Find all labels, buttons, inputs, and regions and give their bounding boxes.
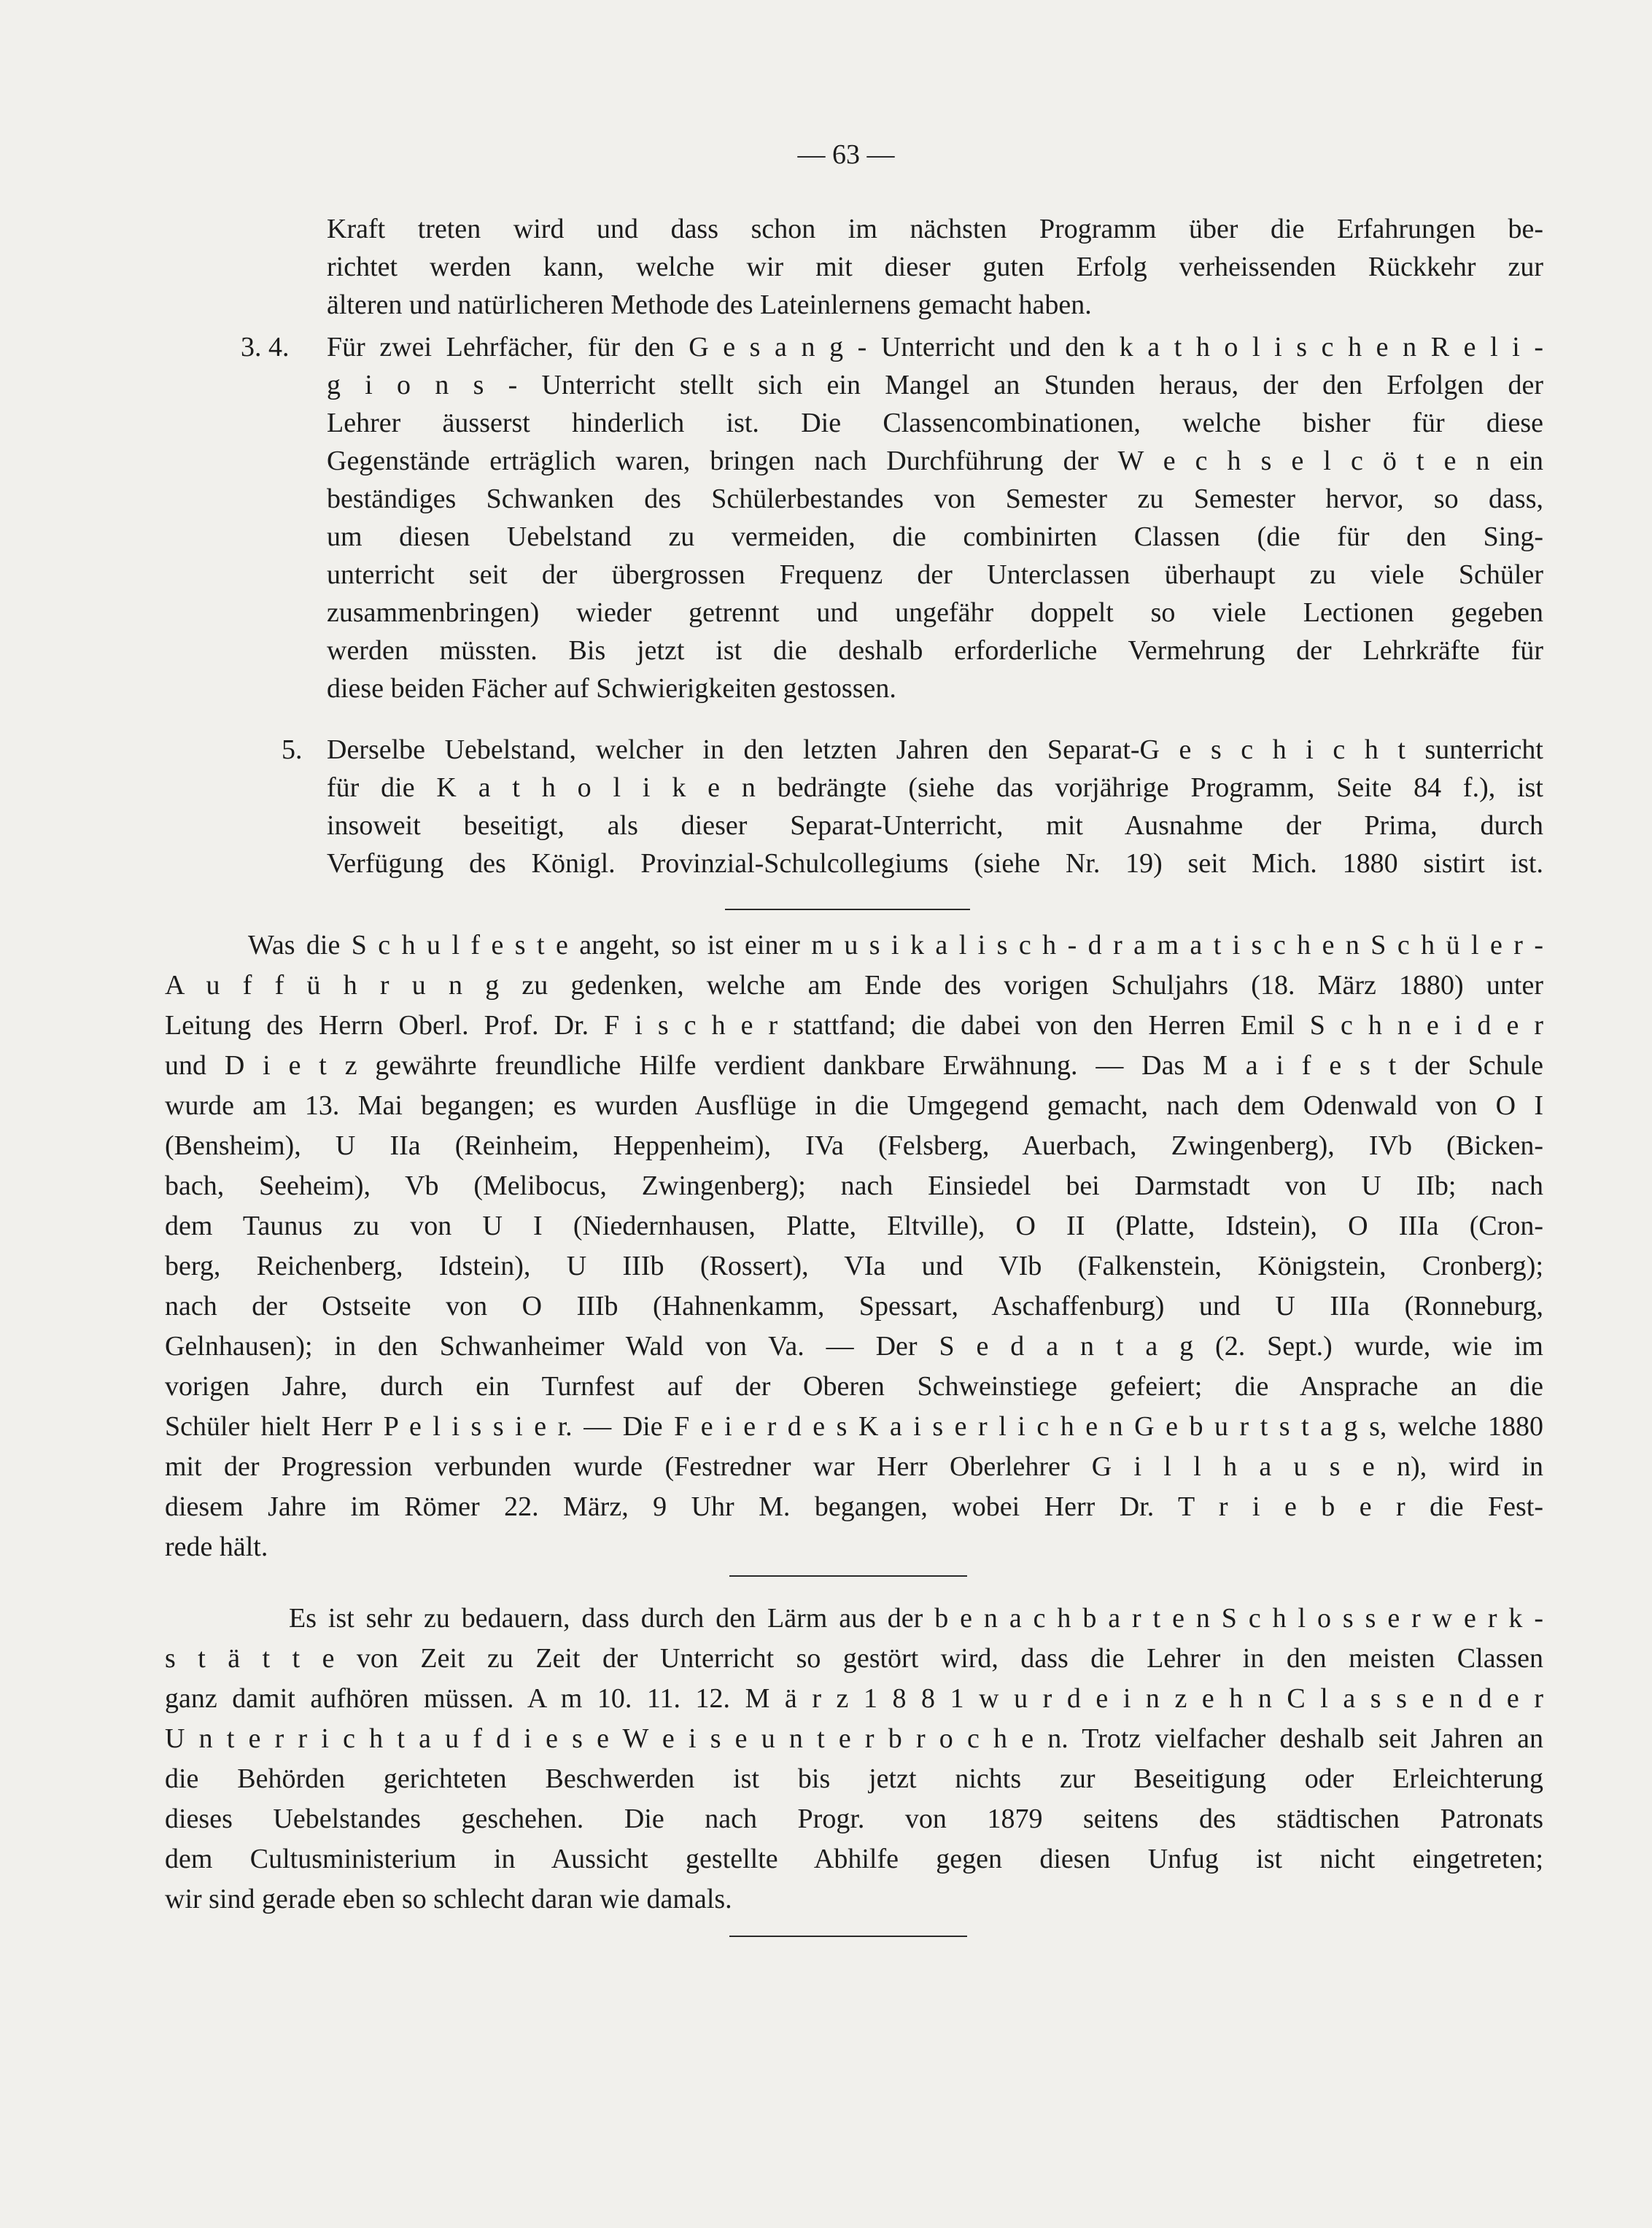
text-line: Gegenstände erträglich waren, bringen nach Durchführung der W e c h s e l c ö t e n ein: [327, 446, 1543, 476]
text-line: bach, Seeheim), Vb (Melibocus, Zwingenberg); nach Einsiedel bei Darmstadt von U IIb; nach: [165, 1171, 1543, 1201]
list-item-number: 3. 4.: [241, 332, 290, 362]
text-line: Kraft treten wird und dass schon im nächsten Programm über die Erfahrungen be-: [327, 214, 1543, 244]
text-line: unterricht seit der übergrossen Frequenz der Unterclassen überhaupt zu viele Schüler: [327, 559, 1543, 590]
text-line: älteren und natürlicheren Methode des Lateinlernens gemacht haben.: [327, 290, 1092, 320]
section-divider: [729, 1936, 967, 1937]
text-line: Gelnhausen); in den Schwanheimer Wald von Va. — Der S e d a n t a g (2. Sept.) wurde, wie im: [165, 1331, 1543, 1362]
text-line: U n t e r r i c h t a u f d i e s e W e i s e u n t e r b r o c h e n. Trotz vielfacher deshalb seit Jahren an: [165, 1723, 1543, 1754]
text-line: nach der Ostseite von O IIIb (Hahnenkamm, Spessart, Aschaffenburg) und U IIIa (Ronneburg,: [165, 1291, 1543, 1321]
text-line: s t ä t t e von Zeit zu Zeit der Unterricht so gestört wird, dass die Lehrer in den meisten Classen: [165, 1643, 1543, 1674]
text-line: ganz damit aufhören müssen. A m 10. 11. 12. M ä r z 1 8 8 1 w u r d e i n z e h n C l a s s e n d e r: [165, 1683, 1543, 1714]
text-line: A u f f ü h r u n g zu gedenken, welche am Ende des vorigen Schuljahrs (18. März 1880) unter: [165, 970, 1543, 1001]
text-line: Schüler hielt Herr P e l i s s i e r. — Die F e i e r d e s K a i s e r l i c h e n G e b u r t s t a g s, welche 1880: [165, 1411, 1543, 1442]
section-divider: [729, 1575, 967, 1577]
text-line: Leitung des Herrn Oberl. Prof. Dr. F i s c h e r stattfand; die dabei von den Herren Emil S c h n e i d e r: [165, 1010, 1543, 1041]
text-line: um diesen Uebelstand zu vermeiden, die combinirten Classen (die für den Sing-: [327, 521, 1543, 552]
text-line: wir sind gerade eben so schlecht daran wie damals.: [165, 1884, 732, 1914]
text-line: mit der Progression verbunden wurde (Festredner war Herr Oberlehrer G i l l h a u s e n), wird in: [165, 1451, 1543, 1482]
text-line: für die K a t h o l i k e n bedrängte (siehe das vorjährige Programm, Seite 84 f.), ist: [327, 772, 1543, 803]
text-line: insoweit beseitigt, als dieser Separat-Unterricht, mit Ausnahme der Prima, durch: [327, 810, 1543, 841]
text-line: werden müssten. Bis jetzt ist die deshalb erforderliche Vermehrung der Lehrkräfte für: [327, 635, 1543, 666]
text-line: berg, Reichenberg, Idstein), U IIIb (Rossert), VIa und VIb (Falkenstein, Königstein, Cronberg);: [165, 1251, 1543, 1281]
text-line: Was die S c h u l f e s t e angeht, so ist einer m u s i k a l i s c h - d r a m a t i s c h e n S c h ü l e r -: [248, 930, 1543, 960]
text-line: (Bensheim), U IIa (Reinheim, Heppenheim), IVa (Felsberg, Auerbach, Zwingenberg), IVb (Bicken-: [165, 1130, 1543, 1161]
page-number: — 63 —: [797, 139, 895, 170]
text-line: zusammenbringen) wieder getrennt und ungefähr doppelt so viele Lectionen gegeben: [327, 597, 1543, 628]
text-line: dem Cultusministerium in Aussicht gestellte Abhilfe gegen diesen Unfug ist nicht eingetreten;: [165, 1844, 1543, 1874]
text-line: Es ist sehr zu bedauern, dass durch den Lärm aus der b e n a c h b a r t e n S c h l o s s e r w e r k -: [289, 1603, 1543, 1634]
text-line: g i o n s - Unterricht stellt sich ein Mangel an Stunden heraus, der den Erfolgen der: [327, 370, 1543, 400]
text-line: rede hält.: [165, 1532, 268, 1562]
text-line: dieses Uebelstandes geschehen. Die nach Progr. von 1879 seitens des städtischen Patronats: [165, 1804, 1543, 1834]
text-line: beständiges Schwanken des Schülerbestandes von Semester zu Semester hervor, so dass,: [327, 484, 1543, 514]
text-line: wurde am 13. Mai begangen; es wurden Ausflüge in die Umgegend gemacht, nach dem Odenwald von O I: [165, 1090, 1543, 1121]
text-line: dem Taunus zu von U I (Niedernhausen, Platte, Eltville), O II (Platte, Idstein), O IIIa (Cron-: [165, 1211, 1543, 1241]
text-line: die Behörden gerichteten Beschwerden ist bis jetzt nichts zur Beseitigung oder Erleichterung: [165, 1763, 1543, 1794]
text-line: und D i e t z gewährte freundliche Hilfe verdient dankbare Erwähnung. — Das M a i f e s t der Schule: [165, 1050, 1543, 1081]
text-line: diesem Jahre im Römer 22. März, 9 Uhr M. begangen, wobei Herr Dr. T r i e b e r die Fest-: [165, 1491, 1543, 1522]
text-line: Für zwei Lehrfächer, für den G e s a n g - Unterricht und den k a t h o l i s c h e n R e l i -: [327, 332, 1543, 362]
text-line: Verfügung des Königl. Provinzial-Schulcollegiums (siehe Nr. 19) seit Mich. 1880 sistirt ist.: [327, 848, 1543, 879]
text-line: richtet werden kann, welche wir mit dieser guten Erfolg verheissenden Rückkehr zur: [327, 252, 1543, 282]
text-line: Lehrer äusserst hinderlich ist. Die Classencombinationen, welche bisher für diese: [327, 408, 1543, 438]
text-line: diese beiden Fächer auf Schwierigkeiten gestossen.: [327, 673, 896, 704]
list-item-number: 5.: [282, 734, 303, 765]
text-line: Derselbe Uebelstand, welcher in den letzten Jahren den Separat-G e s c h i c h t sunterricht: [327, 734, 1543, 765]
text-line: vorigen Jahre, durch ein Turnfest auf der Oberen Schweinstiege gefeiert; die Ansprache an die: [165, 1371, 1543, 1402]
section-divider: [725, 909, 970, 910]
